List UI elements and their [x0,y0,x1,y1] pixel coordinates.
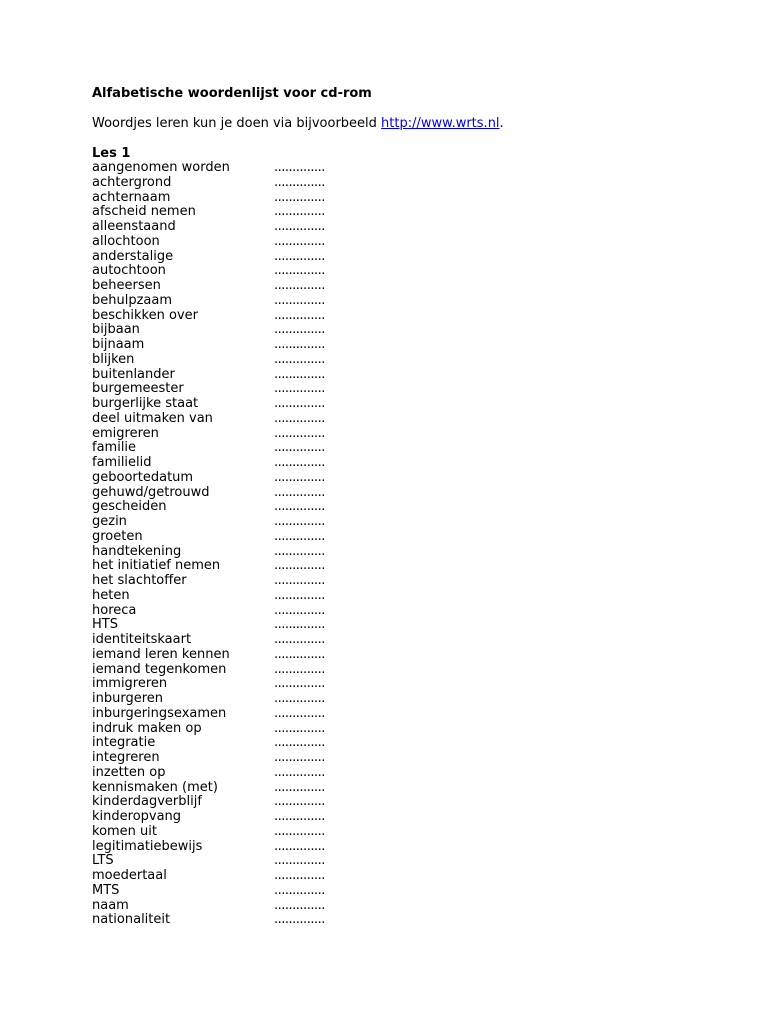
translation-blank: .............. [274,263,325,279]
translation-blank: .............. [274,351,325,367]
word-term: moedertaal [92,869,167,883]
translation-blank: .............. [274,794,325,810]
translation-blank: .............. [274,764,325,780]
lesson-heading: Les 1 [92,146,131,161]
word-term: indruk maken op [92,721,202,736]
word-row [92,781,732,796]
translation-blank: .............. [274,484,325,500]
word-term: MTS [92,883,120,898]
word-term: autochtoon [92,264,166,279]
word-term: horeca [92,603,137,618]
word-term: allochtoon [92,234,160,249]
word-row [92,825,732,840]
word-term: HTS [92,618,118,633]
word-row [92,766,732,781]
word-term: integratie [92,736,156,751]
word-row [92,412,732,427]
word-term: burgerlijke staat [92,397,199,411]
translation-blank: .............. [274,410,325,426]
word-term: bijbaan [92,323,140,338]
translation-blank: .............. [274,720,325,736]
word-row [92,338,732,353]
word-row [92,604,732,619]
word-row [92,161,732,176]
translation-blank: .............. [274,499,325,515]
word-row [92,707,732,722]
word-term: groeten [92,529,143,544]
word-term: geboortedatum [92,470,194,485]
word-term: integreren [92,751,160,765]
translation-blank: .............. [274,558,325,574]
translation-blank: .............. [274,160,325,175]
word-term: beschikken over [92,308,198,323]
word-row [92,368,732,383]
word-term: afscheid nemen [92,205,196,220]
translation-blank: .............. [274,691,325,706]
word-term: achtergrond [92,175,172,190]
translation-blank: .............. [274,676,325,692]
word-term: immigreren [92,677,168,692]
translation-blank: .............. [274,204,325,220]
word-term: iemand leren kennen [92,647,230,662]
intro-text: Woordjes leren kun je doen via bijvoorbeeld [92,116,382,131]
translation-blank: .............. [274,617,325,633]
word-term: burgemeester [92,382,184,397]
translation-blank: .............. [274,632,325,647]
translation-blank: .............. [274,322,325,338]
word-row [92,633,732,648]
word-row [92,648,732,663]
translation-blank: .............. [274,292,325,308]
word-term: gehuwd/getrouwd [92,485,210,500]
word-row [92,397,732,412]
word-row [92,486,732,501]
word-row [92,323,732,338]
word-term: bijnaam [92,338,145,352]
translation-blank: .............. [274,366,325,382]
translation-blank: .............. [274,573,325,588]
word-term: LTS [92,854,114,869]
translation-blank: .............. [274,750,325,765]
translation-blank: .............. [274,543,325,559]
word-term: gescheiden [92,500,167,515]
word-row [92,471,732,486]
word-term: aangenomen worden [92,161,230,175]
word-term: blijken [92,352,135,367]
translation-blank: .............. [274,381,325,397]
word-term: inburgeringsexamen [92,706,227,721]
word-row [92,427,732,442]
word-row [92,618,732,633]
translation-blank: .............. [274,602,325,618]
word-row [92,220,732,235]
translation-blank: .............. [274,337,325,352]
word-row [92,441,732,456]
word-term: deel uitmaken van [92,411,213,426]
word-row [92,884,732,899]
translation-blank: .............. [274,219,325,234]
word-term: kinderdagverblijf [92,795,202,810]
word-row [92,353,732,368]
word-term: inburgeren [92,692,164,706]
word-term: kinderopvang [92,810,182,824]
translation-blank: .............. [274,278,325,293]
word-term: familie [92,441,137,456]
word-term: inzetten op [92,765,166,780]
translation-blank: .............. [274,735,325,751]
word-term: legitimatiebewijs [92,839,203,854]
word-row [92,559,732,574]
word-row [92,736,732,751]
word-row [92,309,732,324]
word-row [92,854,732,869]
word-row [92,589,732,604]
word-row [92,176,732,191]
word-row [92,205,732,220]
word-term: handtekening [92,544,182,559]
intro-paragraph [92,116,732,132]
translation-blank: .............. [274,779,325,795]
word-term: anderstalige [92,249,174,264]
translation-blank: .............. [274,897,325,913]
word-row [92,294,732,309]
word-term: naam [92,898,129,913]
word-term: gezin [92,515,127,529]
translation-blank: .............. [274,868,325,883]
word-term: buitenlander [92,367,175,382]
word-row [92,751,732,766]
translation-blank: .............. [274,307,325,323]
word-term: heten [92,588,130,603]
word-row [92,191,732,206]
translation-blank: .............. [274,174,325,190]
word-row [92,692,732,707]
translation-blank: .............. [274,528,325,544]
word-row [92,869,732,884]
translation-blank: .............. [274,189,325,205]
translation-blank: .............. [274,425,325,441]
translation-blank: .............. [274,587,325,603]
word-term: kennismaken (met) [92,780,218,795]
word-row [92,530,732,545]
word-term: identiteitskaart [92,633,192,647]
word-row [92,574,732,589]
word-row [92,279,732,294]
translation-blank: .............. [274,396,325,411]
word-row [92,545,732,560]
word-row [92,795,732,810]
word-list [92,161,732,928]
translation-blank: .............. [274,455,325,470]
word-row [92,235,732,250]
word-row [92,677,732,692]
word-row [92,515,732,530]
translation-blank: .............. [274,705,325,721]
translation-blank: .............. [274,838,325,854]
word-row [92,899,732,914]
word-row [92,382,732,397]
word-term: behulpzaam [92,293,173,308]
word-row [92,840,732,855]
word-term: nationaliteit [92,913,171,928]
translation-blank: .............. [274,233,325,249]
word-term: familielid [92,456,152,470]
word-term: alleenstaand [92,220,176,234]
word-term: komen uit [92,824,157,839]
wrts-link[interactable]: http://www.wrts.nl [381,116,500,131]
translation-blank: .............. [274,882,325,898]
word-term: emigreren [92,426,159,441]
word-term: iemand tegenkomen [92,662,227,677]
translation-blank: .............. [274,661,325,677]
translation-blank: .............. [274,440,325,456]
translation-blank: .............. [274,646,325,662]
document-title: Alfabetische woordenlijst voor cd-rom [92,86,372,101]
translation-blank: .............. [274,248,325,264]
translation-blank: .............. [274,823,325,839]
translation-blank: .............. [274,809,325,824]
word-row [92,250,732,265]
word-row [92,722,732,737]
word-row [92,264,732,279]
word-term: achternaam [92,190,171,205]
word-row [92,810,732,825]
word-row [92,913,732,928]
word-row [92,456,732,471]
word-term: het initiatief nemen [92,559,221,574]
word-term: beheersen [92,279,161,293]
intro-end: . [499,116,504,131]
word-row [92,663,732,678]
document-page [92,86,732,928]
word-term: het slachtoffer [92,574,187,588]
translation-blank: .............. [274,469,325,485]
translation-blank: .............. [274,514,325,529]
translation-blank: .............. [274,853,325,869]
translation-blank: .............. [274,912,325,928]
word-row [92,500,732,515]
